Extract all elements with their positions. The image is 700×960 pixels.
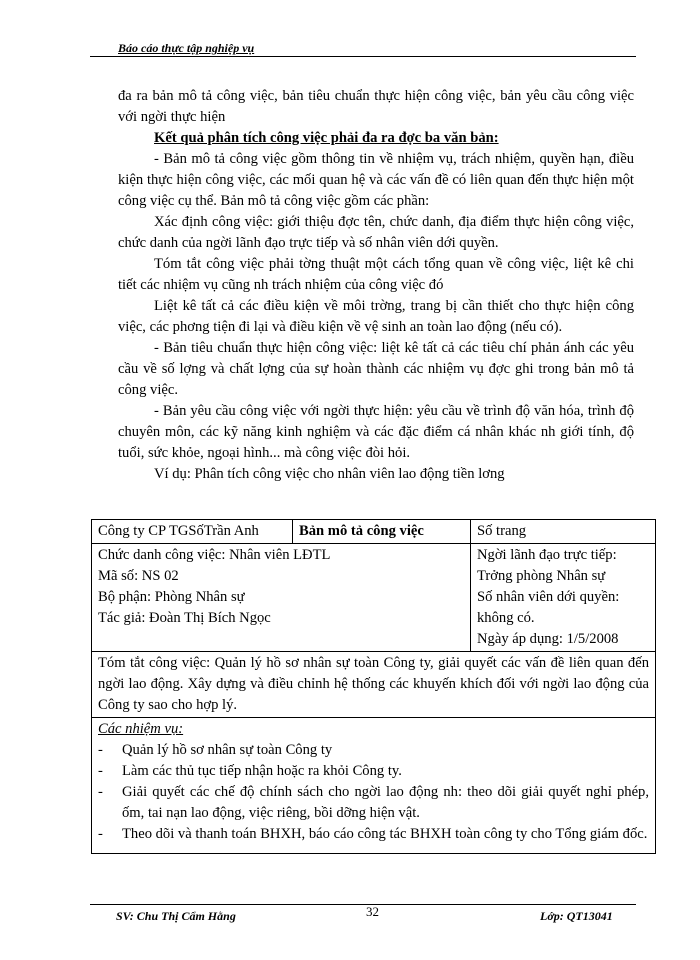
page-header-title: Báo cáo thực tập nghiệp vụ: [118, 41, 255, 55]
department-line: Bộ phận: Phòng Nhân sự: [98, 589, 245, 605]
list-item: - Làm các thủ tục tiếp nhận hoặc ra khỏi Công ty.: [98, 761, 649, 782]
tasks-cell: [92, 718, 656, 854]
job-info-cell: [92, 544, 471, 652]
paragraph: Liệt kê tất cả các điều kiện về môi trờng, trang bị cần thiết cho thực hiện công việc, các phơng tiện đi lại và điều kiện về vệ sinh an toàn lao động (nếu có).: [118, 298, 634, 335]
page-number-cell: Số trang: [471, 520, 656, 544]
paragraph: Tóm tắt công việc phải tờng thuật một cách tổng quan về công việc, liệt kê chi tiết các nhiệm vụ cũng nh trách nhiệm của công việc đó: [118, 256, 634, 293]
paragraph: Xác định công việc: giới thiệu đợc tên, chức danh, địa điểm thực hiện công việc, chức danh của ngời lãnh đạo trực tiếp và số nhân viên dới quyền.: [118, 214, 634, 251]
subordinates-line: Số nhân viên dới quyền: không có.: [477, 589, 620, 626]
section-heading: Kết quả phân tích công việc phải đa ra đợc ba văn bản:: [154, 130, 499, 146]
company-cell: Công ty CP TGSốTrần Anh: [92, 520, 293, 544]
job-title-line: Chức danh công việc: Nhân viên LĐTL: [98, 547, 331, 563]
header-divider: [90, 56, 636, 57]
list-item: - Theo dõi và thanh toán BHXH, báo cáo công tác BHXH toàn công ty cho Tổng giám đốc.: [98, 824, 649, 845]
table-row: [92, 520, 656, 544]
footer-author: SV: Chu Thị Cẩm Hằng: [116, 909, 236, 923]
footer-divider: [90, 904, 636, 905]
body-text: [118, 86, 634, 485]
list-item: - Giải quyết các chế độ chính sách cho ngời lao động nh: theo dõi giải quyết nghỉ phép, ốm, tai nạn lao động, việc riêng, bồi dỡng hiện vật.: [98, 782, 649, 824]
effective-date-line: Ngày áp dụng: 1/5/2008: [477, 631, 619, 647]
doc-title-cell: Bản mô tả công việc: [293, 520, 471, 544]
table-row: [92, 652, 656, 718]
paragraph: - Bản tiêu chuẩn thực hiện công việc: liệt kê tất cả các tiêu chí phản ánh các yêu cầu về số lợng và chất lợng của sự hoàn thành các nhiệm vụ đợc ghi trong bản mô tả công việc.: [118, 340, 634, 398]
paragraph: - Bản yêu cầu công việc với ngời thực hiện: yêu cầu về trình độ văn hóa, trình độ chuyên môn, các kỹ năng kinh nghiệm và các đặc điểm cá nhân khác nh giới tính, độ tuổi, sức khỏe, ngoại hình... mà công việc đòi hỏi.: [118, 403, 634, 461]
tasks-list: [98, 740, 649, 845]
paragraph: - Bản mô tả công việc gồm thông tin về nhiệm vụ, trách nhiệm, quyền hạn, điều kiện thực hiện công việc, các mối quan hệ và các vấn đề có liên quan đến thực hiện một công việc cụ thể. Bản mô tả công việc gồm các phần:: [118, 151, 634, 209]
tasks-title: Các nhiệm vụ:: [98, 721, 184, 737]
supervisor-line: Ngời lãnh đạo trực tiếp: Trởng phòng Nhân sự: [477, 547, 617, 584]
footer-class: Lớp: QT13041: [540, 909, 613, 923]
page-number: 32: [366, 904, 379, 919]
job-code-line: Mã số: NS 02: [98, 568, 179, 584]
supervisor-info-cell: [471, 544, 656, 652]
job-summary-cell: Tóm tắt công việc: Quản lý hồ sơ nhân sự toàn Công ty, giải quyết các vấn đề liên quan đến ngời lao động. Xây dựng và điều chỉnh hệ thống các khuyến khích đối với ngời lao động của Công ty sao cho hợp lý.: [92, 652, 656, 718]
job-description-table: [91, 519, 656, 854]
author-line: Tác giả: Đoàn Thị Bích Ngọc: [98, 610, 271, 626]
table-row: [92, 718, 656, 854]
example-caption: Ví dụ: Phân tích công việc cho nhân viên lao động tiền lơng: [154, 466, 505, 482]
list-item: - Quản lý hồ sơ nhân sự toàn Công ty: [98, 740, 649, 761]
table-row: [92, 544, 656, 652]
paragraph: đa ra bản mô tả công việc, bản tiêu chuẩn thực hiện công việc, bản yêu cầu công việc với ngời thực hiện: [118, 88, 634, 125]
